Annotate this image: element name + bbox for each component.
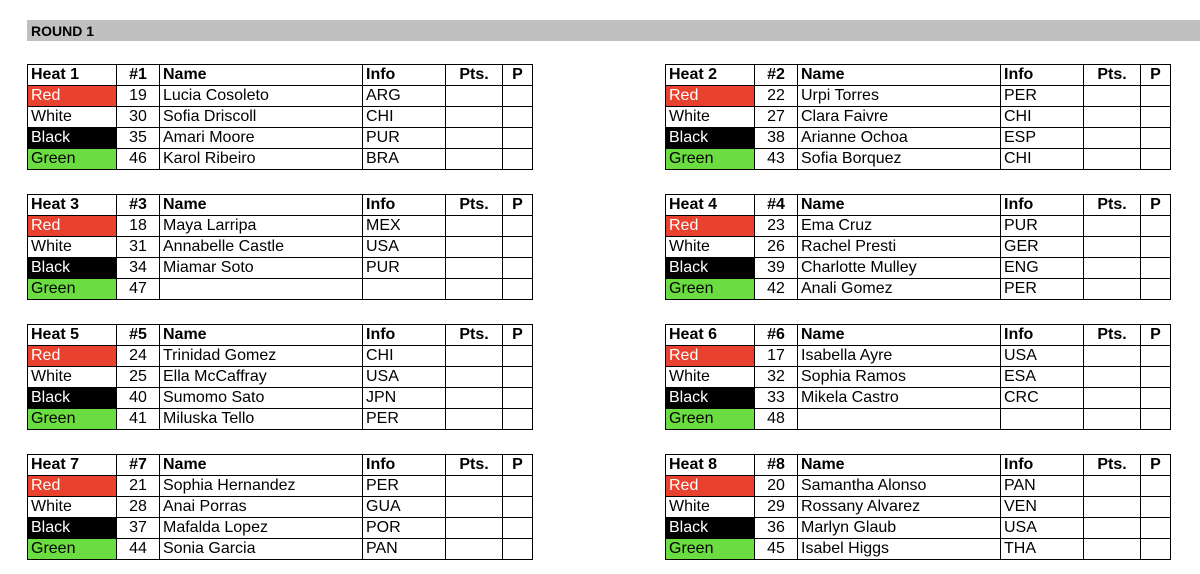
column-header-info: Info <box>363 65 446 86</box>
column-header-name: Name <box>798 65 1001 86</box>
column-header-pts: Pts. <box>446 65 503 86</box>
place-cell <box>503 258 533 279</box>
column-header-pts: Pts. <box>1084 65 1141 86</box>
table-row <box>28 539 533 560</box>
table-row <box>666 258 1171 279</box>
competitor-country: PER <box>363 409 446 430</box>
lane-color-cell: Red <box>666 86 755 107</box>
lane-color-cell: White <box>666 237 755 258</box>
competitor-country: PAN <box>1001 476 1084 497</box>
points-cell <box>446 518 503 539</box>
competitor-number: 36 <box>755 518 798 539</box>
lane-color-cell: Black <box>28 128 117 149</box>
lane-color-cell: Red <box>28 346 117 367</box>
table-row <box>666 539 1171 560</box>
table-row <box>28 258 533 279</box>
competitor-name: Ella McCaffray <box>160 367 363 388</box>
lane-color-cell: Black <box>666 518 755 539</box>
competitor-name <box>798 409 1001 430</box>
lane-color-cell: White <box>666 107 755 128</box>
competitor-number: 43 <box>755 149 798 170</box>
points-cell <box>446 367 503 388</box>
competitor-country: PUR <box>1001 216 1084 237</box>
place-cell <box>503 107 533 128</box>
points-cell <box>1084 539 1141 560</box>
table-row <box>28 476 533 497</box>
table-row <box>666 476 1171 497</box>
competitor-number: 22 <box>755 86 798 107</box>
competitor-name: Sumomo Sato <box>160 388 363 409</box>
lane-color-cell: Black <box>666 258 755 279</box>
lane-color-cell: White <box>28 237 117 258</box>
competitor-number: 40 <box>117 388 160 409</box>
column-header-info: Info <box>1001 325 1084 346</box>
competitor-country: CHI <box>1001 149 1084 170</box>
heat-label: Heat 7 <box>28 455 117 476</box>
heat-header-row <box>28 195 533 216</box>
column-header-name: Name <box>160 65 363 86</box>
competitor-name: Arianne Ochoa <box>798 128 1001 149</box>
column-header-p: P <box>1141 455 1171 476</box>
lane-color-cell: Green <box>666 279 755 300</box>
competitor-country <box>363 279 446 300</box>
column-header-name: Name <box>798 325 1001 346</box>
heat-table <box>665 324 1171 430</box>
points-cell <box>446 216 503 237</box>
competitor-name: Samantha Alonso <box>798 476 1001 497</box>
heat-header-row <box>28 455 533 476</box>
table-row <box>28 388 533 409</box>
competitor-country: GUA <box>363 497 446 518</box>
heat-table <box>27 194 533 300</box>
table-row <box>28 346 533 367</box>
heat-label: Heat 5 <box>28 325 117 346</box>
competitor-name: Amari Moore <box>160 128 363 149</box>
competitor-number: 34 <box>117 258 160 279</box>
competitor-name: Miluska Tello <box>160 409 363 430</box>
competitor-number: 47 <box>117 279 160 300</box>
points-cell <box>1084 346 1141 367</box>
competitor-number: 31 <box>117 237 160 258</box>
table-row <box>28 497 533 518</box>
table-row <box>666 149 1171 170</box>
competitor-country: USA <box>363 237 446 258</box>
heat-table <box>665 454 1171 560</box>
competitor-number: 26 <box>755 237 798 258</box>
points-cell <box>1084 388 1141 409</box>
competitor-name: Ema Cruz <box>798 216 1001 237</box>
competitor-country: THA <box>1001 539 1084 560</box>
competitor-number: 17 <box>755 346 798 367</box>
column-header-name: Name <box>798 195 1001 216</box>
competitor-number: 28 <box>117 497 160 518</box>
column-header-pts: Pts. <box>1084 455 1141 476</box>
points-cell <box>1084 216 1141 237</box>
competitor-number: 38 <box>755 128 798 149</box>
lane-color-cell: Black <box>666 388 755 409</box>
column-header-info: Info <box>1001 195 1084 216</box>
table-row <box>28 237 533 258</box>
competitor-country: CHI <box>1001 107 1084 128</box>
heat-label: Heat 4 <box>666 195 755 216</box>
heat-header-row <box>28 65 533 86</box>
competitor-country: USA <box>1001 346 1084 367</box>
table-row <box>666 279 1171 300</box>
competitor-number: 23 <box>755 216 798 237</box>
place-cell <box>503 476 533 497</box>
competitor-number: 44 <box>117 539 160 560</box>
competitor-country: POR <box>363 518 446 539</box>
points-cell <box>1084 107 1141 128</box>
competitor-name: Mikela Castro <box>798 388 1001 409</box>
lane-color-cell: Red <box>666 346 755 367</box>
points-cell <box>1084 258 1141 279</box>
lane-color-cell: White <box>666 497 755 518</box>
points-cell <box>1084 237 1141 258</box>
heat-header-row <box>666 65 1171 86</box>
heat-table <box>27 64 533 170</box>
place-cell <box>1141 149 1171 170</box>
competitor-name: Isabella Ayre <box>798 346 1001 367</box>
competitor-name: Charlotte Mulley <box>798 258 1001 279</box>
heat-header-row <box>666 455 1171 476</box>
competitor-number: 48 <box>755 409 798 430</box>
table-row <box>666 86 1171 107</box>
competitor-country: PAN <box>363 539 446 560</box>
place-cell <box>1141 128 1171 149</box>
competitor-country: CRC <box>1001 388 1084 409</box>
competitor-name: Annabelle Castle <box>160 237 363 258</box>
table-row <box>28 518 533 539</box>
place-cell <box>503 367 533 388</box>
points-cell <box>446 476 503 497</box>
points-cell <box>446 539 503 560</box>
competitor-name <box>160 279 363 300</box>
competitor-number: 19 <box>117 86 160 107</box>
table-row <box>666 518 1171 539</box>
points-cell <box>446 128 503 149</box>
competitor-country <box>1001 409 1084 430</box>
competitor-country: PUR <box>363 128 446 149</box>
points-cell <box>1084 476 1141 497</box>
points-cell <box>446 86 503 107</box>
competitor-country: PUR <box>363 258 446 279</box>
heat-header-row <box>28 325 533 346</box>
heat-number: #1 <box>117 65 160 86</box>
table-row <box>666 216 1171 237</box>
competitor-name: Trinidad Gomez <box>160 346 363 367</box>
competitor-number: 45 <box>755 539 798 560</box>
competitor-number: 46 <box>117 149 160 170</box>
competitor-number: 21 <box>117 476 160 497</box>
column-header-pts: Pts. <box>1084 325 1141 346</box>
competitor-number: 39 <box>755 258 798 279</box>
points-cell <box>1084 497 1141 518</box>
heat-number: #2 <box>755 65 798 86</box>
heat-number: #4 <box>755 195 798 216</box>
heat-label: Heat 1 <box>28 65 117 86</box>
round-title: ROUND 1 <box>31 23 95 39</box>
competitor-number: 27 <box>755 107 798 128</box>
points-cell <box>446 497 503 518</box>
heat-label: Heat 8 <box>666 455 755 476</box>
points-cell <box>446 149 503 170</box>
competitor-number: 35 <box>117 128 160 149</box>
table-row <box>666 388 1171 409</box>
competitor-number: 30 <box>117 107 160 128</box>
competitor-number: 41 <box>117 409 160 430</box>
competitor-country: ESP <box>1001 128 1084 149</box>
competitor-number: 18 <box>117 216 160 237</box>
competitor-country: PER <box>1001 86 1084 107</box>
points-cell <box>446 409 503 430</box>
points-cell <box>1084 367 1141 388</box>
points-cell <box>446 237 503 258</box>
lane-color-cell: White <box>28 497 117 518</box>
place-cell <box>503 86 533 107</box>
table-row <box>666 346 1171 367</box>
column-header-p: P <box>1141 65 1171 86</box>
lane-color-cell: White <box>28 107 117 128</box>
points-cell <box>446 346 503 367</box>
competitor-name: Clara Faivre <box>798 107 1001 128</box>
column-header-name: Name <box>160 195 363 216</box>
place-cell <box>503 279 533 300</box>
column-header-info: Info <box>1001 455 1084 476</box>
lane-color-cell: Green <box>28 539 117 560</box>
competitor-country: PER <box>1001 279 1084 300</box>
table-row <box>666 497 1171 518</box>
table-row <box>28 86 533 107</box>
points-cell <box>1084 279 1141 300</box>
competitor-number: 25 <box>117 367 160 388</box>
heat-header-row <box>666 195 1171 216</box>
heat-number: #8 <box>755 455 798 476</box>
place-cell <box>503 539 533 560</box>
lane-color-cell: Black <box>28 518 117 539</box>
place-cell <box>1141 258 1171 279</box>
competitor-name: Sofia Driscoll <box>160 107 363 128</box>
place-cell <box>1141 476 1171 497</box>
lane-color-cell: Green <box>666 149 755 170</box>
competitor-number: 20 <box>755 476 798 497</box>
column-header-pts: Pts. <box>1084 195 1141 216</box>
competitor-country: USA <box>363 367 446 388</box>
place-cell <box>503 149 533 170</box>
place-cell <box>503 497 533 518</box>
points-cell <box>446 107 503 128</box>
place-cell <box>1141 86 1171 107</box>
table-row <box>28 149 533 170</box>
competitor-country: USA <box>1001 518 1084 539</box>
lane-color-cell: Red <box>666 476 755 497</box>
competitor-country: GER <box>1001 237 1084 258</box>
heat-number: #5 <box>117 325 160 346</box>
column-header-p: P <box>503 455 533 476</box>
competitor-name: Lucia Cosoleto <box>160 86 363 107</box>
lane-color-cell: Red <box>666 216 755 237</box>
table-row <box>666 409 1171 430</box>
lane-color-cell: Red <box>28 86 117 107</box>
competitor-number: 37 <box>117 518 160 539</box>
column-header-name: Name <box>160 325 363 346</box>
heat-label: Heat 2 <box>666 65 755 86</box>
competitor-name: Karol Ribeiro <box>160 149 363 170</box>
points-cell <box>446 388 503 409</box>
column-header-info: Info <box>363 325 446 346</box>
competitor-country: MEX <box>363 216 446 237</box>
place-cell <box>1141 539 1171 560</box>
table-row <box>28 279 533 300</box>
column-header-name: Name <box>160 455 363 476</box>
place-cell <box>503 388 533 409</box>
column-header-pts: Pts. <box>446 325 503 346</box>
competitor-country: VEN <box>1001 497 1084 518</box>
lane-color-cell: Black <box>666 128 755 149</box>
lane-color-cell: Green <box>28 149 117 170</box>
heat-number: #3 <box>117 195 160 216</box>
place-cell <box>1141 216 1171 237</box>
points-cell <box>1084 149 1141 170</box>
competitor-name: Miamar Soto <box>160 258 363 279</box>
column-header-p: P <box>1141 195 1171 216</box>
column-header-p: P <box>503 195 533 216</box>
column-header-name: Name <box>798 455 1001 476</box>
place-cell <box>1141 367 1171 388</box>
competitor-name: Rossany Alvarez <box>798 497 1001 518</box>
place-cell <box>503 216 533 237</box>
column-header-info: Info <box>1001 65 1084 86</box>
place-cell <box>1141 518 1171 539</box>
points-cell <box>1084 128 1141 149</box>
points-cell <box>1084 86 1141 107</box>
lane-color-cell: White <box>28 367 117 388</box>
heat-header-row <box>666 325 1171 346</box>
table-row <box>28 367 533 388</box>
lane-color-cell: Green <box>666 409 755 430</box>
lane-color-cell: Green <box>28 409 117 430</box>
table-row <box>666 367 1171 388</box>
points-cell <box>1084 409 1141 430</box>
competitor-name: Anali Gomez <box>798 279 1001 300</box>
competitor-number: 33 <box>755 388 798 409</box>
column-header-p: P <box>1141 325 1171 346</box>
place-cell <box>1141 409 1171 430</box>
competitor-name: Sophia Ramos <box>798 367 1001 388</box>
lane-color-cell: Green <box>28 279 117 300</box>
competitor-name: Marlyn Glaub <box>798 518 1001 539</box>
competitor-country: JPN <box>363 388 446 409</box>
competitor-name: Sofia Borquez <box>798 149 1001 170</box>
round-header-bar <box>27 20 1200 41</box>
place-cell <box>1141 497 1171 518</box>
competitor-name: Maya Larripa <box>160 216 363 237</box>
table-row <box>666 107 1171 128</box>
competitor-country: CHI <box>363 346 446 367</box>
competitor-name: Mafalda Lopez <box>160 518 363 539</box>
place-cell <box>503 409 533 430</box>
competitor-name: Urpi Torres <box>798 86 1001 107</box>
column-header-pts: Pts. <box>446 195 503 216</box>
competitor-name: Sonia Garcia <box>160 539 363 560</box>
competitor-country: ARG <box>363 86 446 107</box>
competitor-country: BRA <box>363 149 446 170</box>
competitor-name: Isabel Higgs <box>798 539 1001 560</box>
competitor-name: Rachel Presti <box>798 237 1001 258</box>
lane-color-cell: Red <box>28 476 117 497</box>
table-row <box>666 128 1171 149</box>
column-header-info: Info <box>363 195 446 216</box>
lane-color-cell: Red <box>28 216 117 237</box>
column-header-pts: Pts. <box>446 455 503 476</box>
table-row <box>28 128 533 149</box>
place-cell <box>503 346 533 367</box>
competitor-number: 32 <box>755 367 798 388</box>
table-row <box>28 216 533 237</box>
competitor-country: CHI <box>363 107 446 128</box>
place-cell <box>1141 237 1171 258</box>
competitor-country: PER <box>363 476 446 497</box>
heat-number: #6 <box>755 325 798 346</box>
heat-table <box>27 454 533 560</box>
column-header-info: Info <box>363 455 446 476</box>
lane-color-cell: White <box>666 367 755 388</box>
points-cell <box>446 279 503 300</box>
place-cell <box>503 237 533 258</box>
place-cell <box>503 518 533 539</box>
heat-number: #7 <box>117 455 160 476</box>
competitor-number: 29 <box>755 497 798 518</box>
points-cell <box>446 258 503 279</box>
column-header-p: P <box>503 65 533 86</box>
lane-color-cell: Black <box>28 388 117 409</box>
table-row <box>28 409 533 430</box>
place-cell <box>1141 388 1171 409</box>
place-cell <box>1141 279 1171 300</box>
competitor-country: ENG <box>1001 258 1084 279</box>
lane-color-cell: Green <box>666 539 755 560</box>
heat-table <box>665 194 1171 300</box>
place-cell <box>1141 346 1171 367</box>
place-cell <box>503 128 533 149</box>
competitor-name: Sophia Hernandez <box>160 476 363 497</box>
table-row <box>28 107 533 128</box>
competitor-country: ESA <box>1001 367 1084 388</box>
heat-table <box>27 324 533 430</box>
competitor-number: 24 <box>117 346 160 367</box>
heat-label: Heat 3 <box>28 195 117 216</box>
column-header-p: P <box>503 325 533 346</box>
heat-table <box>665 64 1171 170</box>
table-row <box>666 237 1171 258</box>
points-cell <box>1084 518 1141 539</box>
competitor-name: Anai Porras <box>160 497 363 518</box>
heat-label: Heat 6 <box>666 325 755 346</box>
lane-color-cell: Black <box>28 258 117 279</box>
competitor-number: 42 <box>755 279 798 300</box>
place-cell <box>1141 107 1171 128</box>
